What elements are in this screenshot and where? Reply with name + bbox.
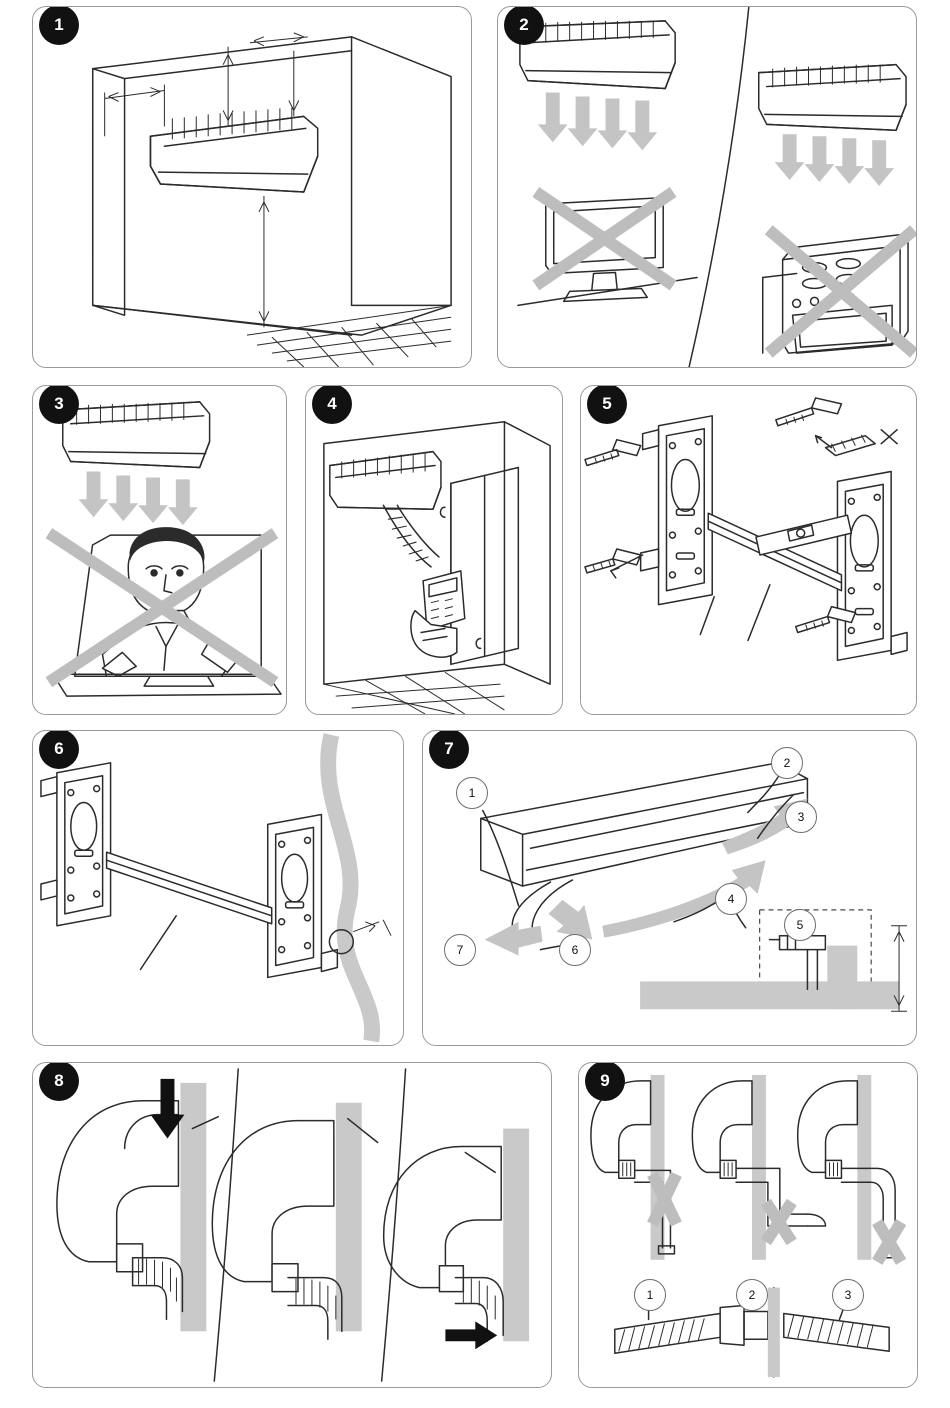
- callout-7-1: 1: [456, 777, 488, 809]
- callout-7-2: 2: [771, 747, 803, 779]
- callout-7-6: 6: [559, 934, 591, 966]
- panel-badge-4: 4: [312, 385, 352, 424]
- panel-9-drawing: [579, 1063, 917, 1387]
- panel-5: [580, 385, 917, 715]
- panel-3: [32, 385, 287, 715]
- panel-badge-7: 7: [429, 730, 469, 769]
- callout-7-7: 7: [444, 934, 476, 966]
- panel-9: [578, 1062, 918, 1388]
- panel-8-drawing: [33, 1063, 551, 1387]
- panel-4: [305, 385, 563, 715]
- callout-9-2: 2: [736, 1279, 768, 1311]
- panel-6: [32, 730, 404, 1046]
- callout-7-5: 5: [784, 909, 816, 941]
- panel-badge-1: 1: [39, 6, 79, 45]
- panel-1-drawing: [33, 7, 471, 367]
- panel-badge-8: 8: [39, 1062, 79, 1101]
- panel-badge-3: 3: [39, 385, 79, 424]
- callout-9-1: 1: [634, 1279, 666, 1311]
- panel-6-drawing: [33, 731, 403, 1045]
- callout-7-4: 4: [715, 883, 747, 915]
- panel-7: [422, 730, 917, 1046]
- callout-7-3: 3: [785, 801, 817, 833]
- panel-4-drawing: [306, 386, 562, 714]
- panel-5-drawing: [581, 386, 916, 714]
- panel-7-drawing: [423, 731, 916, 1045]
- panel-badge-5: 5: [587, 385, 627, 424]
- panel-badge-2: 2: [504, 6, 544, 45]
- panel-2-drawing: [498, 7, 916, 367]
- panel-badge-6: 6: [39, 730, 79, 769]
- panel-badge-9: 9: [585, 1062, 625, 1101]
- callout-9-3: 3: [832, 1279, 864, 1311]
- panel-3-drawing: [33, 386, 286, 714]
- panel-1: [32, 6, 472, 368]
- panel-8: [32, 1062, 552, 1388]
- panel-2: [497, 6, 917, 368]
